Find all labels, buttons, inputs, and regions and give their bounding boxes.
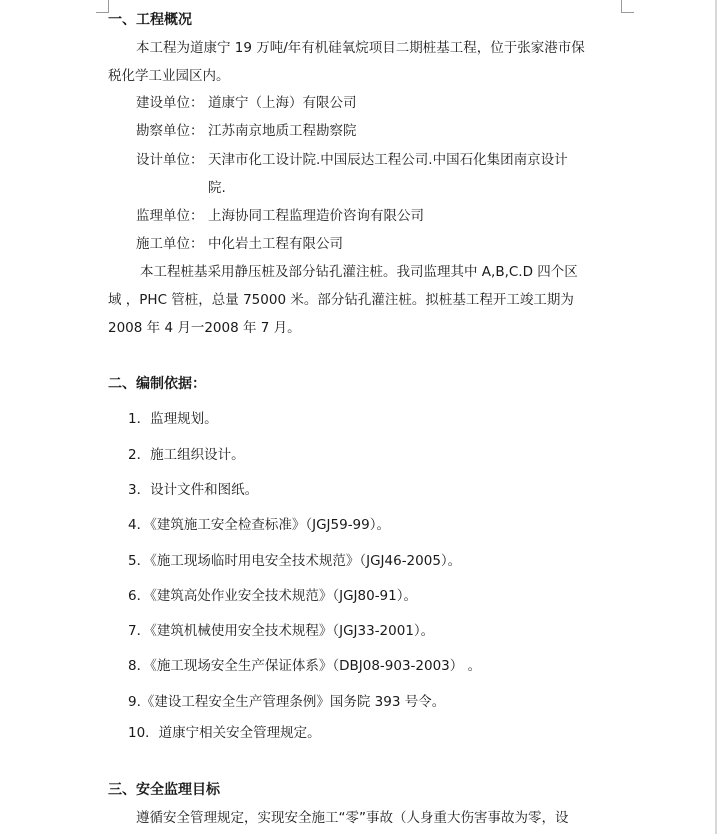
unit-label-design: 设计单位： bbox=[136, 152, 204, 168]
unit-value-supervision: 上海协同工程监理造价咨询有限公司 bbox=[208, 208, 424, 224]
unit-value-owner: 道康宁（上海）有限公司 bbox=[208, 95, 357, 111]
unit-value-design: 天津市化工设计院.中国辰达工程公司.中国石化集团南京设计 bbox=[208, 152, 568, 168]
basis-item: 6．《建筑高处作业安全技术规范》（JGJ80-91）。 bbox=[128, 588, 417, 604]
unit-label-supervision: 监理单位： bbox=[136, 208, 204, 224]
unit-value-design-cont: 院. bbox=[208, 180, 226, 196]
para2-line-2: 域 ，PHC 管桩，总量 75000 米。部分钻孔灌注桩。拟桩基工程开工竣工期为 bbox=[108, 292, 574, 308]
basis-item: 10．道康宁相关安全管理规定。 bbox=[128, 725, 321, 741]
intro-line-2: 税化学工业园区内。 bbox=[108, 68, 230, 84]
unit-label-owner: 建设单位： bbox=[136, 95, 204, 111]
basis-item: 9.《建设工程安全生产管理条例》国务院 393 号令。 bbox=[128, 694, 446, 710]
basis-item: 3．设计文件和图纸。 bbox=[128, 482, 259, 498]
unit-label-construction: 施工单位： bbox=[136, 236, 204, 252]
basis-item: 2．施工组织设计。 bbox=[128, 447, 245, 463]
para2-line-3: 2008 年 4 月一2008 年 7 月。 bbox=[108, 320, 301, 336]
unit-value-construction: 中化岩土工程有限公司 bbox=[208, 236, 343, 252]
section-1-heading: 一、工程概况 bbox=[108, 12, 192, 28]
para2-line-1: 本工程桩基采用静压桩及部分钻孔灌注桩。我司监理其中 A,B,C.D 四个区 bbox=[140, 264, 578, 280]
intro-line-1: 本工程为道康宁 19 万吨/年有机硅氧烷项目二期桩基工程，位于张家港市保 bbox=[136, 40, 585, 56]
section-2-heading: 二、编制依据： bbox=[108, 376, 206, 392]
basis-item: 8．《施工现场安全生产保证体系》（DBJ08-903-2003） 。 bbox=[128, 658, 482, 674]
basis-item: 5．《施工现场临时用电安全技术规范》（JGJ46-2005）。 bbox=[128, 553, 462, 569]
unit-label-survey: 勘察单位： bbox=[136, 123, 204, 139]
margin-corner-mark bbox=[621, 0, 634, 13]
basis-item: 1．监理规划。 bbox=[128, 411, 218, 427]
goal-line-1: 遵循安全管理规定，实现安全施工“零”事故（人身重大伤害事故为零，设 bbox=[136, 810, 569, 826]
unit-value-survey: 江苏南京地质工程勘察院 bbox=[208, 123, 357, 139]
basis-item: 4．《建筑施工安全检查标准》（JGJ59-99）。 bbox=[128, 517, 390, 533]
basis-item: 7．《建筑机械使用安全技术规程》（JGJ33-2001）。 bbox=[128, 623, 435, 639]
section-3-heading: 三、安全监理目标 bbox=[108, 782, 220, 798]
